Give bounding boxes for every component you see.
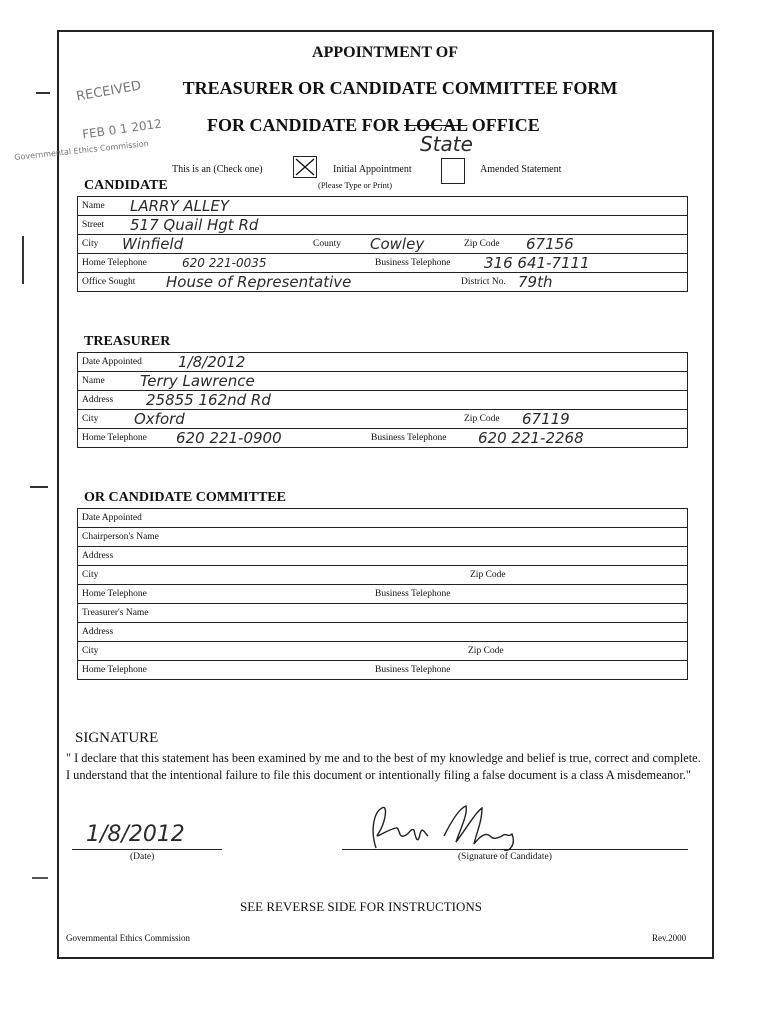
signature-caption: (Signature of Candidate) bbox=[458, 852, 552, 862]
candidate-home-phone-value: 620 221-0035 bbox=[182, 256, 267, 270]
field-label: Address bbox=[82, 395, 114, 405]
date-line bbox=[72, 849, 222, 850]
reverse-side-note: SEE REVERSE SIDE FOR INSTRUCTIONS bbox=[240, 899, 482, 914]
treasurer-business-phone-value: 620 221-2268 bbox=[478, 429, 584, 447]
committee-address2-row[interactable] bbox=[78, 623, 687, 642]
field-label: Zip Code bbox=[464, 414, 500, 424]
candidate-signature bbox=[356, 800, 526, 854]
field-label: District No. bbox=[461, 277, 506, 287]
field-label: Address bbox=[82, 551, 114, 561]
amended-statement-label: Amended Statement bbox=[480, 164, 562, 175]
scan-mark bbox=[30, 486, 48, 488]
x-mark-icon bbox=[294, 157, 316, 177]
committee-address-row[interactable] bbox=[78, 547, 687, 566]
field-label: Name bbox=[82, 376, 105, 386]
scan-mark bbox=[22, 236, 24, 284]
candidate-phone-row[interactable] bbox=[78, 254, 687, 273]
treasurer-city-row[interactable] bbox=[78, 410, 687, 429]
field-label: Name bbox=[82, 201, 105, 211]
field-label: Address bbox=[82, 627, 114, 637]
treasurer-phone-row[interactable] bbox=[78, 429, 687, 447]
handwritten-state: State bbox=[420, 132, 473, 156]
treasurer-date-value: 1/8/2012 bbox=[178, 353, 246, 371]
declaration-text: " I declare that this statement has been examined by me and to the best of my knowledge and belief is true, correct and complete. I understand that the intentional failure to file this document or intentionally filing a false document is a class A misdemeanor." bbox=[66, 751, 701, 782]
signature-heading: SIGNATURE bbox=[75, 730, 159, 746]
check-one-label: This is an (Check one) bbox=[172, 164, 263, 175]
field-label: Business Telephone bbox=[371, 433, 447, 443]
field-label: Home Telephone bbox=[82, 665, 147, 675]
treasurer-table bbox=[77, 352, 688, 448]
field-label: Date Appointed bbox=[82, 357, 142, 367]
committee-city-row[interactable] bbox=[78, 566, 687, 585]
field-label: Business Telephone bbox=[375, 589, 451, 599]
initial-appointment-checkbox[interactable] bbox=[293, 156, 317, 178]
title-prefix: FOR CANDIDATE FOR bbox=[207, 115, 400, 135]
treasurer-date-row[interactable] bbox=[78, 353, 687, 372]
date-signed-value: 1/8/2012 bbox=[86, 822, 185, 847]
field-label: Zip Code bbox=[464, 239, 500, 249]
candidate-heading: CANDIDATE bbox=[84, 178, 168, 193]
field-label: City bbox=[82, 414, 99, 424]
form-title-line1: APPOINTMENT OF bbox=[312, 44, 458, 61]
field-label: City bbox=[82, 239, 99, 249]
footer-revision: Rev.2000 bbox=[652, 933, 687, 943]
field-label: Home Telephone bbox=[82, 589, 147, 599]
received-stamp: RECEIVED bbox=[75, 78, 143, 105]
candidate-zip-value: 67156 bbox=[526, 235, 574, 253]
field-label: Home Telephone bbox=[82, 433, 147, 443]
candidate-office-row[interactable] bbox=[78, 273, 687, 291]
candidate-district-value: 79th bbox=[518, 273, 553, 291]
field-label: Street bbox=[82, 220, 105, 230]
signature-line bbox=[342, 849, 688, 850]
field-label: Business Telephone bbox=[375, 665, 451, 675]
field-label: County bbox=[313, 239, 341, 249]
treasurer-city-value: Oxford bbox=[134, 410, 185, 428]
treasurer-heading: TREASURER bbox=[84, 334, 171, 349]
field-label: Date Appointed bbox=[82, 513, 142, 523]
candidate-name-value: LARRY ALLEY bbox=[130, 197, 230, 215]
form-title-line2: TREASURER OR CANDIDATE COMMITTEE FORM bbox=[182, 78, 618, 98]
treasurer-name-value: Terry Lawrence bbox=[140, 372, 255, 390]
treasurer-address-row[interactable] bbox=[78, 391, 687, 410]
title-struck-word: LOCAL bbox=[404, 115, 468, 135]
field-label: Zip Code bbox=[470, 570, 506, 580]
committee-table bbox=[77, 508, 688, 680]
committee-chair-row[interactable] bbox=[78, 528, 687, 547]
treasurer-name-row[interactable] bbox=[78, 372, 687, 391]
candidate-business-phone-value: 316 641-7111 bbox=[484, 254, 590, 272]
committee-city2-row[interactable] bbox=[78, 642, 687, 661]
scan-mark bbox=[32, 877, 48, 879]
field-label: City bbox=[82, 570, 99, 580]
field-label: Zip Code bbox=[468, 646, 504, 656]
candidate-city-row[interactable] bbox=[78, 235, 687, 254]
field-label: Office Sought bbox=[82, 277, 136, 287]
committee-date-row[interactable] bbox=[78, 509, 687, 528]
title-suffix: OFFICE bbox=[471, 115, 540, 135]
initial-appointment-label: Initial Appointment bbox=[333, 164, 412, 175]
committee-heading: OR CANDIDATE COMMITTEE bbox=[84, 490, 286, 505]
candidate-office-value: House of Representative bbox=[166, 273, 352, 291]
date-caption: (Date) bbox=[130, 852, 155, 862]
amended-statement-checkbox[interactable] bbox=[441, 158, 465, 184]
treasurer-zip-value: 67119 bbox=[522, 410, 570, 428]
field-label: Business Telephone bbox=[375, 258, 451, 268]
field-label: Treasurer's Name bbox=[82, 608, 149, 618]
committee-phone2-row[interactable] bbox=[78, 661, 687, 679]
stamp-date: FEB 0 1 2012 bbox=[81, 116, 163, 142]
field-label: Chairperson's Name bbox=[82, 532, 159, 542]
candidate-street-value: 517 Quail Hgt Rd bbox=[130, 216, 259, 234]
treasurer-address-value: 25855 162nd Rd bbox=[146, 391, 271, 409]
committee-treasurer-row[interactable] bbox=[78, 604, 687, 623]
committee-phone-row[interactable] bbox=[78, 585, 687, 604]
field-label: City bbox=[82, 646, 99, 656]
footer-org: Governmental Ethics Commission bbox=[66, 933, 190, 943]
type-or-print-note: (Please Type or Print) bbox=[318, 180, 393, 190]
treasurer-home-phone-value: 620 221-0900 bbox=[176, 429, 282, 447]
candidate-street-row[interactable] bbox=[78, 216, 687, 235]
form-title-line3 bbox=[207, 115, 540, 136]
field-label: Home Telephone bbox=[82, 258, 147, 268]
candidate-city-value: Winfield bbox=[122, 235, 184, 253]
candidate-county-value: Cowley bbox=[370, 235, 425, 253]
stamp-org: Governmental Ethics Commission bbox=[13, 138, 150, 163]
candidate-name-row[interactable] bbox=[78, 197, 687, 216]
candidate-table bbox=[77, 196, 688, 292]
